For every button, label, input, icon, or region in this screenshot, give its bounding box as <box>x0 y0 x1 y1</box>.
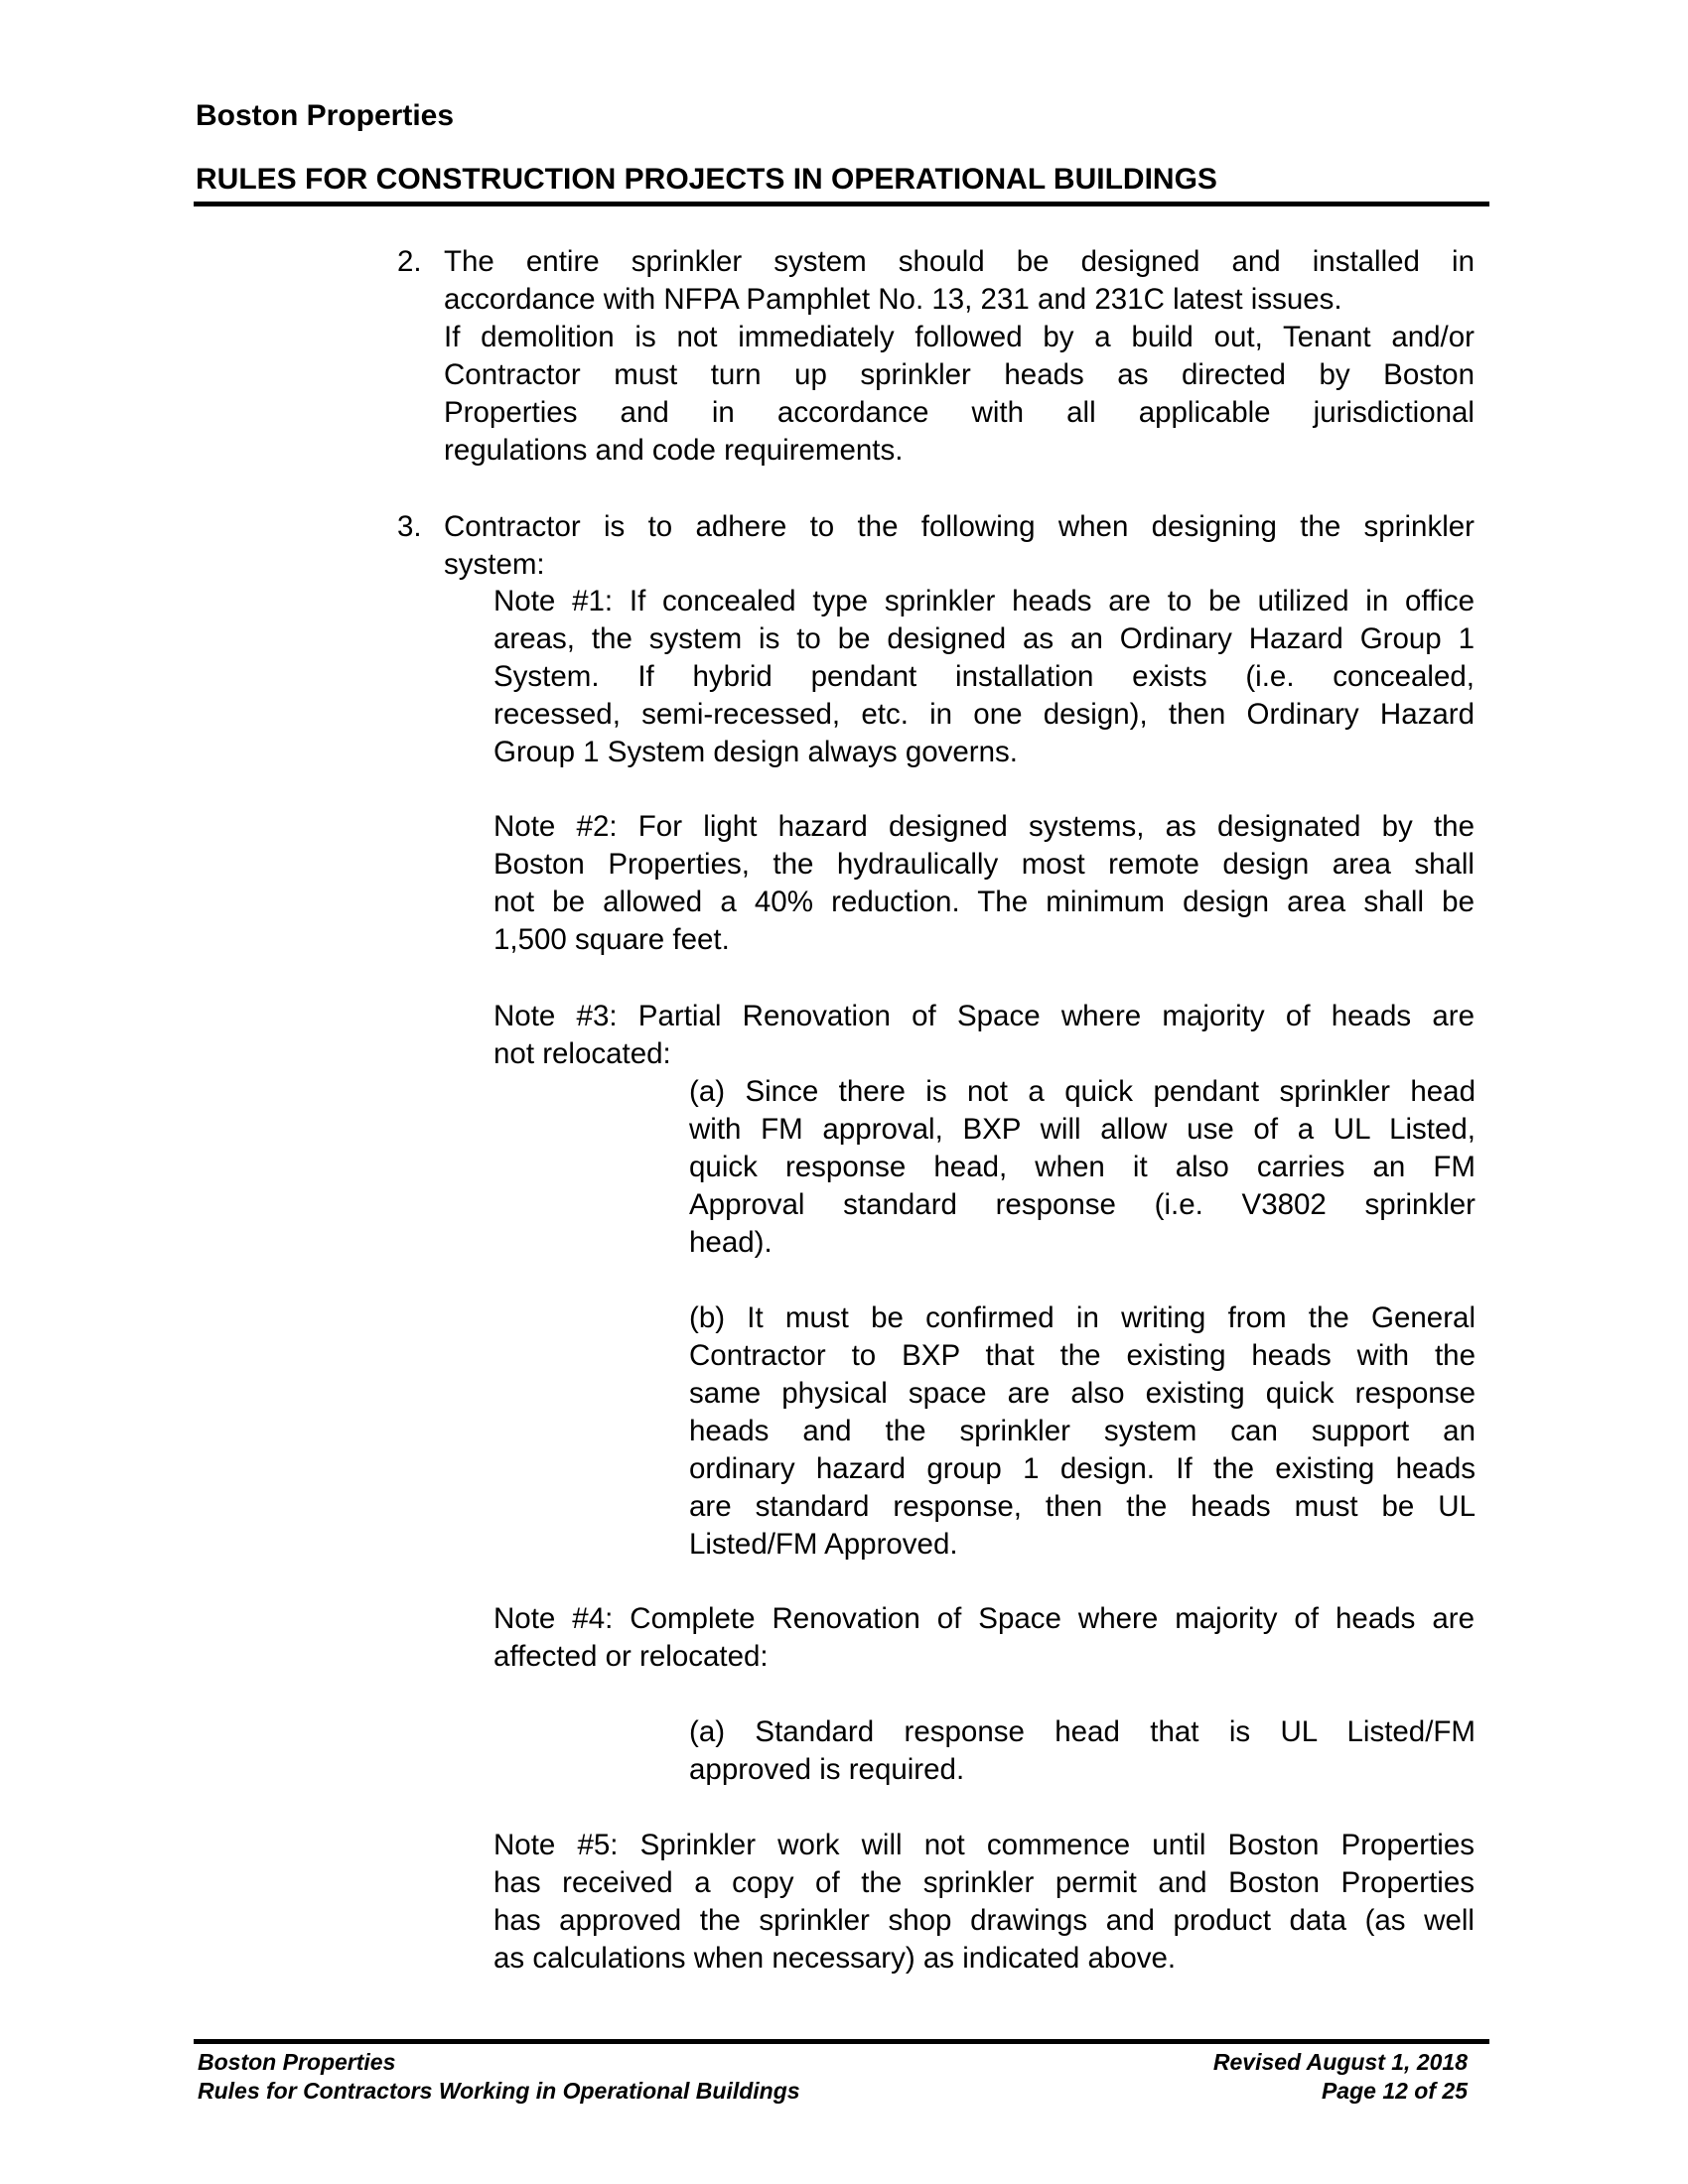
text-line: Boston Properties, the hydraulically most remote design area shall <box>493 848 1475 881</box>
text-line: Approval standard response (i.e. V3802 sprinkler <box>689 1188 1476 1221</box>
text-line: (b) It must be confirmed in writing from the General <box>689 1301 1476 1334</box>
text-line: as calculations when necessary) as indicated above. <box>493 1942 1177 1975</box>
footer-rule <box>194 2039 1489 2044</box>
footer-company: Boston Properties <box>198 2049 396 2075</box>
text-line: system: <box>444 548 545 581</box>
text-line: Properties and in accordance with all applicable jurisdictional <box>444 396 1475 429</box>
text-line: heads and the sprinkler system can support an <box>689 1415 1476 1447</box>
text-line: are standard response, then the heads must be UL <box>689 1490 1476 1523</box>
text-line: Note #4: Complete Renovation of Space where majority of heads are <box>493 1602 1475 1635</box>
text-line: ordinary hazard group 1 design. If the existing heads <box>689 1452 1476 1485</box>
text-line: quick response head, when it also carries an FM <box>689 1151 1476 1183</box>
text-line: (a) Standard response head that is UL Listed/FM <box>689 1715 1476 1748</box>
note-4-a <box>689 1713 1476 1789</box>
footer-revised-date: Revised August 1, 2018 <box>1212 2049 1468 2075</box>
header-title: RULES FOR CONSTRUCTION PROJECTS IN OPERATIONAL BUILDINGS <box>196 163 1217 196</box>
text-line: with FM approval, BXP will allow use of a UL Listed, <box>689 1113 1476 1146</box>
footer-doc-title: Rules for Contractors Working in Operational Buildings <box>198 2078 800 2104</box>
list-item-3 <box>444 508 1475 584</box>
text-line: The entire sprinkler system should be designed and installed in <box>444 245 1475 278</box>
note-1 <box>493 583 1475 771</box>
text-line: recessed, semi-recessed, etc. in one design), then Ordinary Hazard <box>493 698 1475 731</box>
note-2 <box>493 808 1475 959</box>
note-5 <box>493 1827 1475 1978</box>
text-line: Note #3: Partial Renovation of Space where majority of heads are <box>493 1000 1475 1032</box>
list-number: 2. <box>397 245 422 278</box>
text-line: System. If hybrid pendant installation exists (i.e. concealed, <box>493 660 1475 693</box>
text-line: Note #1: If concealed type sprinkler heads are to be utilized in office <box>493 585 1475 617</box>
text-line: Contractor must turn up sprinkler heads as directed by Boston <box>444 358 1475 391</box>
note-4 <box>493 1600 1475 1676</box>
text-line: (a) Since there is not a quick pendant sprinkler head <box>689 1075 1476 1108</box>
text-line: Contractor is to adhere to the following when designing the sprinkler <box>444 510 1475 543</box>
text-line: accordance with NFPA Pamphlet No. 13, 231 and 231C latest issues. <box>444 283 1342 316</box>
text-line: Listed/FM Approved. <box>689 1528 958 1561</box>
text-line: Note #2: For light hazard designed systems, as designated by the <box>493 810 1475 843</box>
footer-page-number: Page 12 of 25 <box>1321 2078 1468 2104</box>
note-3 <box>493 998 1475 1073</box>
text-line: same physical space are also existing quick response <box>689 1377 1476 1410</box>
text-line: If demolition is not immediately followed by a build out, Tenant and/or <box>444 321 1475 353</box>
text-line: has received a copy of the sprinkler permit and Boston Properties <box>493 1866 1475 1899</box>
list-number: 3. <box>397 510 422 543</box>
list-item-2 <box>444 243 1475 470</box>
text-line: affected or relocated: <box>493 1640 769 1673</box>
text-line: regulations and code requirements. <box>444 434 904 467</box>
text-line: head). <box>689 1226 773 1259</box>
text-line: areas, the system is to be designed as an Ordinary Hazard Group 1 <box>493 622 1475 655</box>
text-line: approved is required. <box>689 1753 965 1786</box>
header-company: Boston Properties <box>196 99 455 132</box>
header-rule <box>194 202 1489 206</box>
text-line: Note #5: Sprinkler work will not commence until Boston Properties <box>493 1829 1475 1861</box>
note-3-a <box>689 1073 1476 1262</box>
text-line: 1,500 square feet. <box>493 923 730 956</box>
text-line: Group 1 System design always governs. <box>493 736 1018 768</box>
text-line: not be allowed a 40% reduction. The minimum design area shall be <box>493 886 1475 918</box>
text-line: has approved the sprinkler shop drawings and product data (as well <box>493 1904 1475 1937</box>
note-3-b <box>689 1299 1476 1564</box>
text-line: not relocated: <box>493 1037 671 1070</box>
text-line: Contractor to BXP that the existing heads with the <box>689 1339 1476 1372</box>
